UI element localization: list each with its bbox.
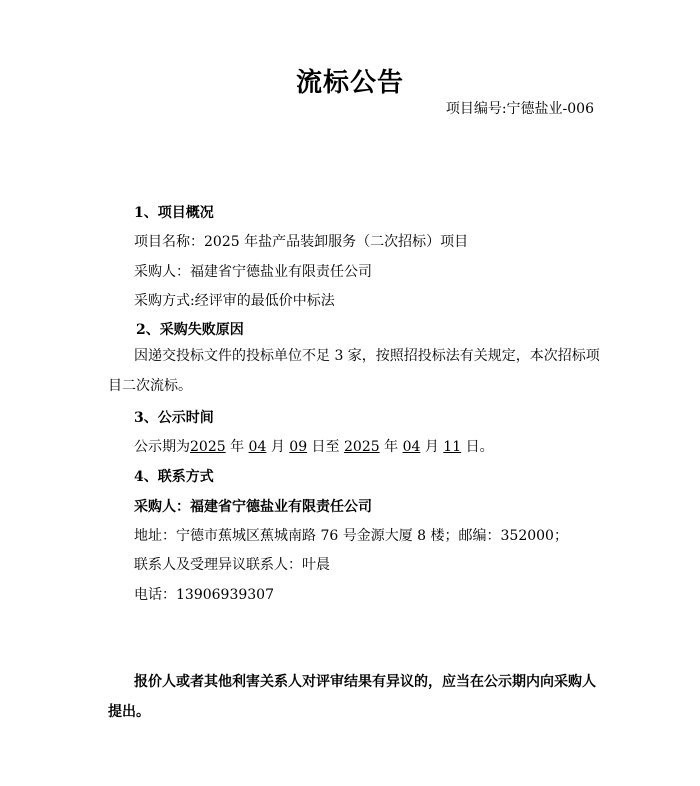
- procurement-method: 采购方式:经评审的最低价中标法: [134, 293, 335, 309]
- contact-purchaser: 采购人：福建省宁德盐业有限责任公司: [134, 499, 372, 515]
- end-day: 11: [443, 439, 462, 455]
- period-to: 日至: [307, 439, 345, 455]
- end-year: 2025: [344, 439, 380, 455]
- publicity-period: [134, 436, 494, 456]
- month-char-2: 月: [420, 439, 444, 455]
- month-char-1: 月: [266, 439, 290, 455]
- end-month: 04: [402, 439, 421, 455]
- section4-heading: 4、联系方式: [134, 469, 214, 485]
- contact-address: 地址：宁德市蕉城区蕉城南路 76 号金源大厦 8 楼；邮编：352000；: [134, 528, 568, 544]
- page-title: 流标公告: [295, 68, 404, 98]
- year-char-2: 年: [379, 439, 403, 455]
- contact-phone: 电话：13906939307: [134, 587, 274, 603]
- objection-notice: 报价人或者其他利害关系人对评审结果有异议的，应当在公示期内向采购人提出。: [108, 674, 596, 720]
- contact-person: 联系人及受理异议联系人：叶晨: [134, 557, 330, 573]
- start-day: 09: [289, 439, 308, 455]
- project-number: 项目编号:宁德盐业-006: [445, 101, 594, 117]
- section3-heading: 3、公示时间: [134, 410, 214, 426]
- section1-heading: 1、项目概况: [134, 205, 214, 221]
- start-year: 2025: [190, 439, 226, 455]
- period-suffix: 日。: [461, 439, 494, 455]
- start-month: 04: [248, 439, 267, 455]
- project-name: 项目名称：2025 年盐产品装卸服务（二次招标）项目: [134, 234, 469, 250]
- period-prefix: 公示期为: [134, 439, 190, 455]
- failure-reason: 因递交投标文件的投标单位不足 3 家，按照招投标法有关规定，本次招标项目二次流标。: [108, 348, 600, 394]
- year-char-1: 年: [225, 439, 249, 455]
- purchaser-line: 采购人：福建省宁德盐业有限责任公司: [134, 264, 372, 280]
- section2-heading: 2、采购失败原因: [136, 322, 244, 338]
